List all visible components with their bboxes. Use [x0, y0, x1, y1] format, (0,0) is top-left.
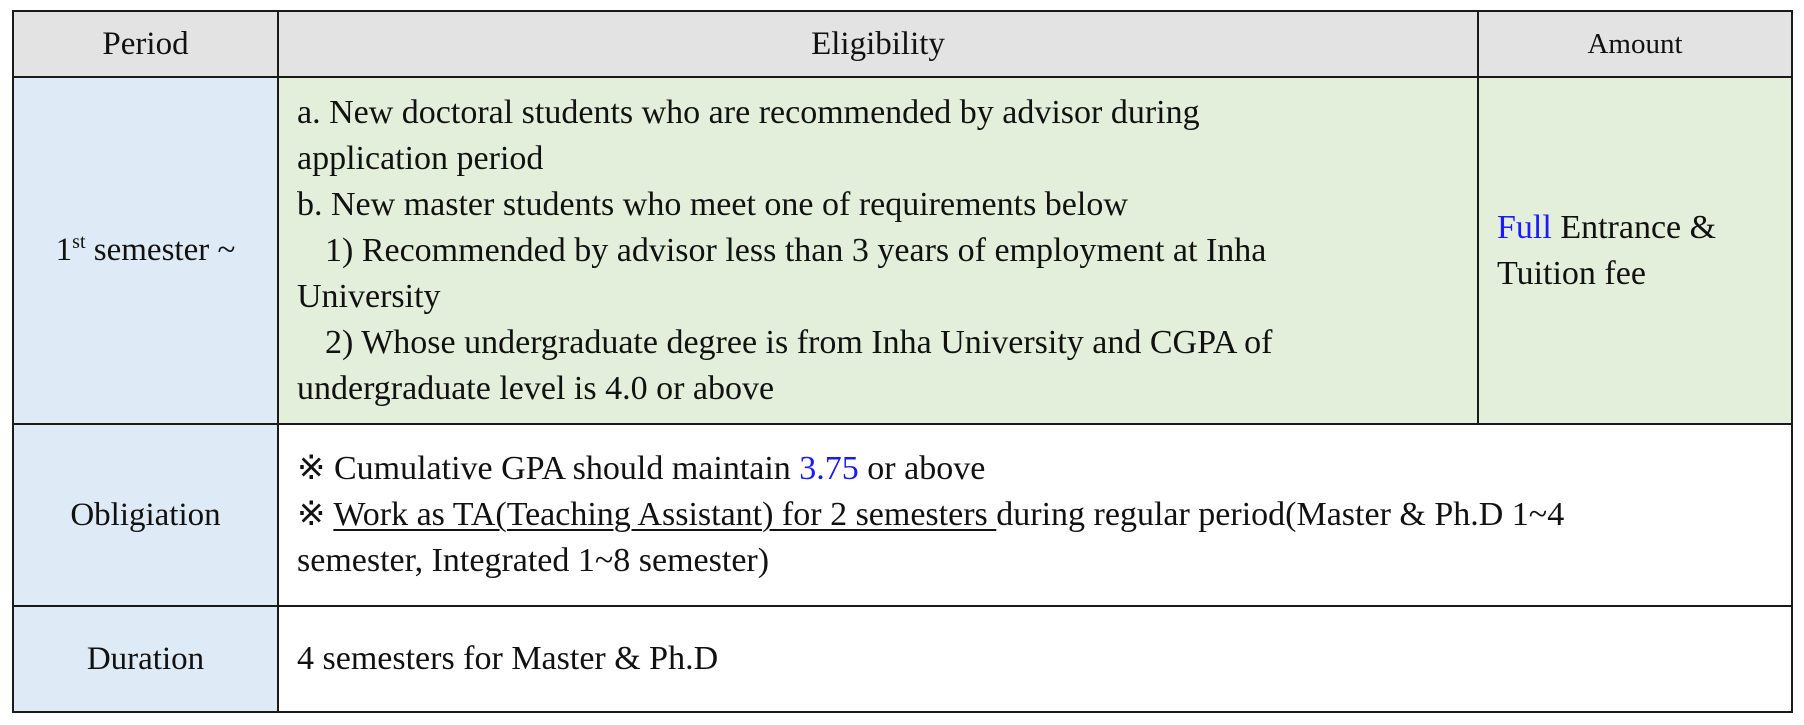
header-eligibility: Eligibility — [278, 11, 1478, 77]
table-row-obligation — [13, 424, 1792, 606]
obligation-ta-mark: ※ — [297, 496, 334, 533]
eligibility-line-b1-cont: University — [297, 277, 441, 315]
amount-text — [1479, 195, 1791, 307]
obligation-ta-underlined: Work as TA(Teaching Assistant) for 2 semesters — [333, 496, 997, 533]
eligibility-line-a1: a. New doctoral students who are recommended by advisor during — [297, 93, 1200, 131]
header-row — [13, 11, 1792, 77]
obligation-line-gpa — [297, 446, 1773, 492]
obligation-gpa-prefix: ※ Cumulative GPA should maintain — [297, 450, 800, 487]
scholarship-table — [12, 10, 1793, 713]
obligation-cell — [278, 424, 1792, 606]
period-ordinal-suffix: st — [72, 231, 86, 253]
obligation-line-ta — [297, 492, 1773, 538]
header-amount: Amount — [1478, 11, 1792, 77]
period-cell-obligation: Obligiation — [13, 424, 278, 606]
amount-highlight: Full — [1497, 208, 1552, 246]
period-cell-duration: Duration — [13, 606, 278, 712]
header-period: Period — [13, 11, 278, 77]
period-label: semester ~ — [85, 232, 236, 268]
table-row-first-semester — [13, 77, 1792, 424]
amount-line-1-rest: Entrance & — [1551, 208, 1717, 246]
obligation-gpa-value: 3.75 — [799, 450, 859, 487]
obligation-line-ta-cont: semester, Integrated 1~8 semester) — [297, 542, 770, 579]
amount-cell — [1478, 77, 1792, 424]
duration-text: 4 semesters for Master & Ph.D — [297, 640, 719, 677]
duration-cell — [278, 606, 1792, 712]
eligibility-line-b2-cont: undergraduate level is 4.0 or above — [297, 369, 775, 407]
eligibility-cell — [278, 77, 1478, 424]
eligibility-list — [279, 80, 1477, 422]
eligibility-line-b: b. New master students who meet one of requirements below — [297, 185, 1128, 223]
amount-line-1 — [1497, 205, 1773, 251]
eligibility-line-b2: 2) Whose undergraduate degree is from Inha University and CGPA of — [325, 323, 1273, 361]
obligation-gpa-suffix: or above — [858, 450, 986, 487]
obligation-ta-rest: during regular period(Master & Ph.D 1~4 — [996, 496, 1565, 533]
table-row-duration — [13, 606, 1792, 712]
obligation-text — [279, 436, 1791, 594]
period-cell-first-semester — [13, 77, 278, 424]
amount-line-2: Tuition fee — [1497, 254, 1646, 292]
period-ordinal: 1 — [55, 232, 73, 268]
eligibility-line-a2: application period — [297, 139, 544, 177]
eligibility-line-b1: 1) Recommended by advisor less than 3 years of employment at Inha — [325, 231, 1267, 269]
scholarship-table-container — [12, 10, 1791, 713]
